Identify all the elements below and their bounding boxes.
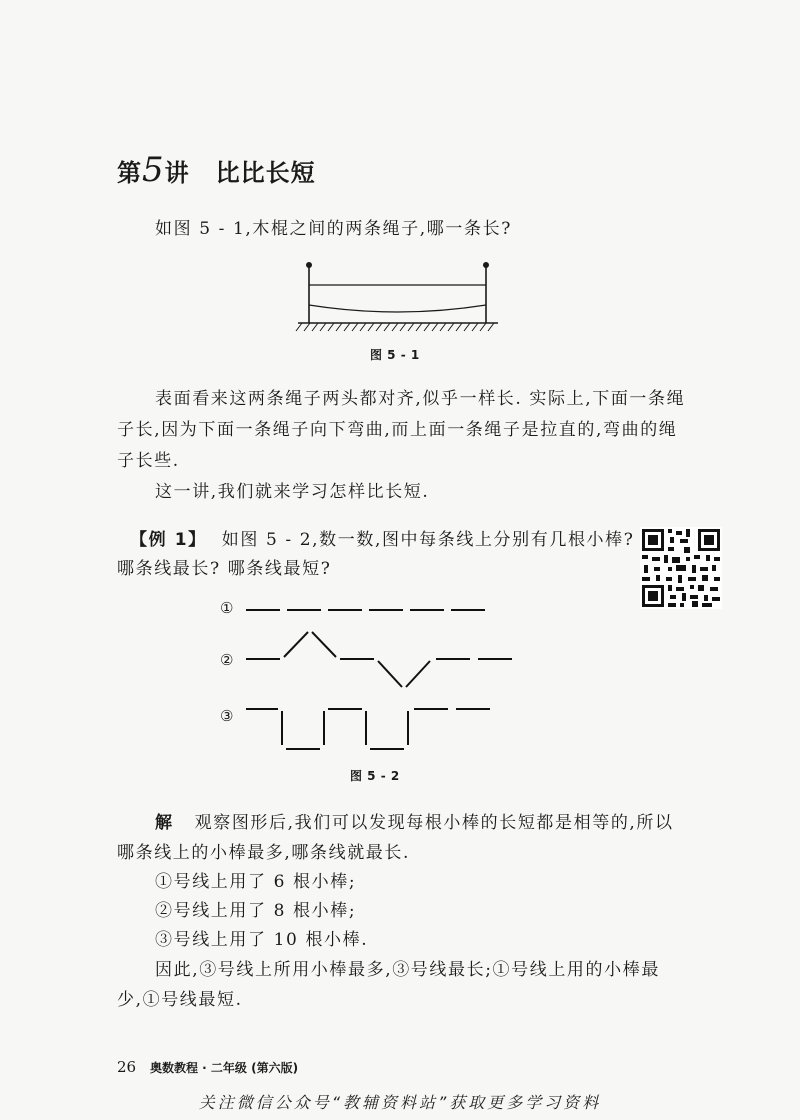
explanation-line-2: 子长,因为下面一条绳子向下弯曲,而上面一条绳子是拉直的,弯曲的绳 <box>117 420 678 440</box>
solution-line-1 <box>155 808 674 839</box>
line-label-2: ② <box>220 651 234 669</box>
line-label-3: ③ <box>220 707 234 725</box>
book-title: 奥数教程 · 二年级 (第六版) <box>150 1061 299 1075</box>
figure-5-1-caption: 图 5 - 1 <box>370 348 420 362</box>
line-2-sticks <box>246 632 512 687</box>
figure-5-1 <box>290 255 510 335</box>
line-label-1: ① <box>220 599 234 617</box>
intro-question: 如图 5 - 1,木棍之间的两条绳子,哪一条长? <box>155 219 512 239</box>
conclusion-line-2: 少,①号线最短. <box>117 990 243 1010</box>
rope-curved <box>309 305 486 312</box>
figure-5-2 <box>240 595 530 755</box>
lecture-prefix: 第 <box>117 159 142 187</box>
qr-code <box>640 527 722 609</box>
ground-hatching <box>296 323 494 331</box>
figure-5-2-caption: 图 5 - 2 <box>350 769 400 783</box>
solution-text-1: 观察图形后,我们可以发现每根小棒的长短都是相等的,所以 <box>194 813 674 833</box>
solution-item-1: ①号线上用了 6 根小棒; <box>155 872 357 892</box>
explanation-line-3: 子长些. <box>117 451 180 471</box>
example-tag: 【例 1】 <box>130 530 207 550</box>
example-question-line-2: 哪条线最长? 哪条线最短? <box>117 559 332 579</box>
lecture-topic: 比比长短 <box>215 159 316 187</box>
lecture-title <box>117 150 316 190</box>
conclusion-line-1: 因此,③号线上所用小棒最多,③号线最长;①号线上用的小棒最 <box>155 960 660 980</box>
example-question-line-1 <box>130 525 634 556</box>
solution-item-3: ③号线上用了 10 根小棒. <box>155 930 369 950</box>
solution-item-2: ②号线上用了 8 根小棒; <box>155 901 357 921</box>
solution-tag: 解 <box>155 813 174 833</box>
watermark-text: 关注微信公众号“教辅资料站”获取更多学习资料 <box>198 1093 602 1112</box>
explanation-line-1: 表面看来这两条绳子两头都对齐,似乎一样长. 实际上,下面一条绳 <box>155 389 686 409</box>
lecture-suffix: 讲 <box>164 159 190 187</box>
transition-text: 这一讲,我们就来学习怎样比长短. <box>155 482 430 502</box>
lecture-number: 5 <box>142 150 165 190</box>
example-question-text: 如图 5 - 2,数一数,图中每条线上分别有几根小棒? <box>221 530 635 550</box>
page-number: 26 <box>117 1058 137 1076</box>
solution-line-2: 哪条线上的小棒最多,哪条线就最长. <box>117 843 411 863</box>
line-3-sticks <box>246 709 490 749</box>
